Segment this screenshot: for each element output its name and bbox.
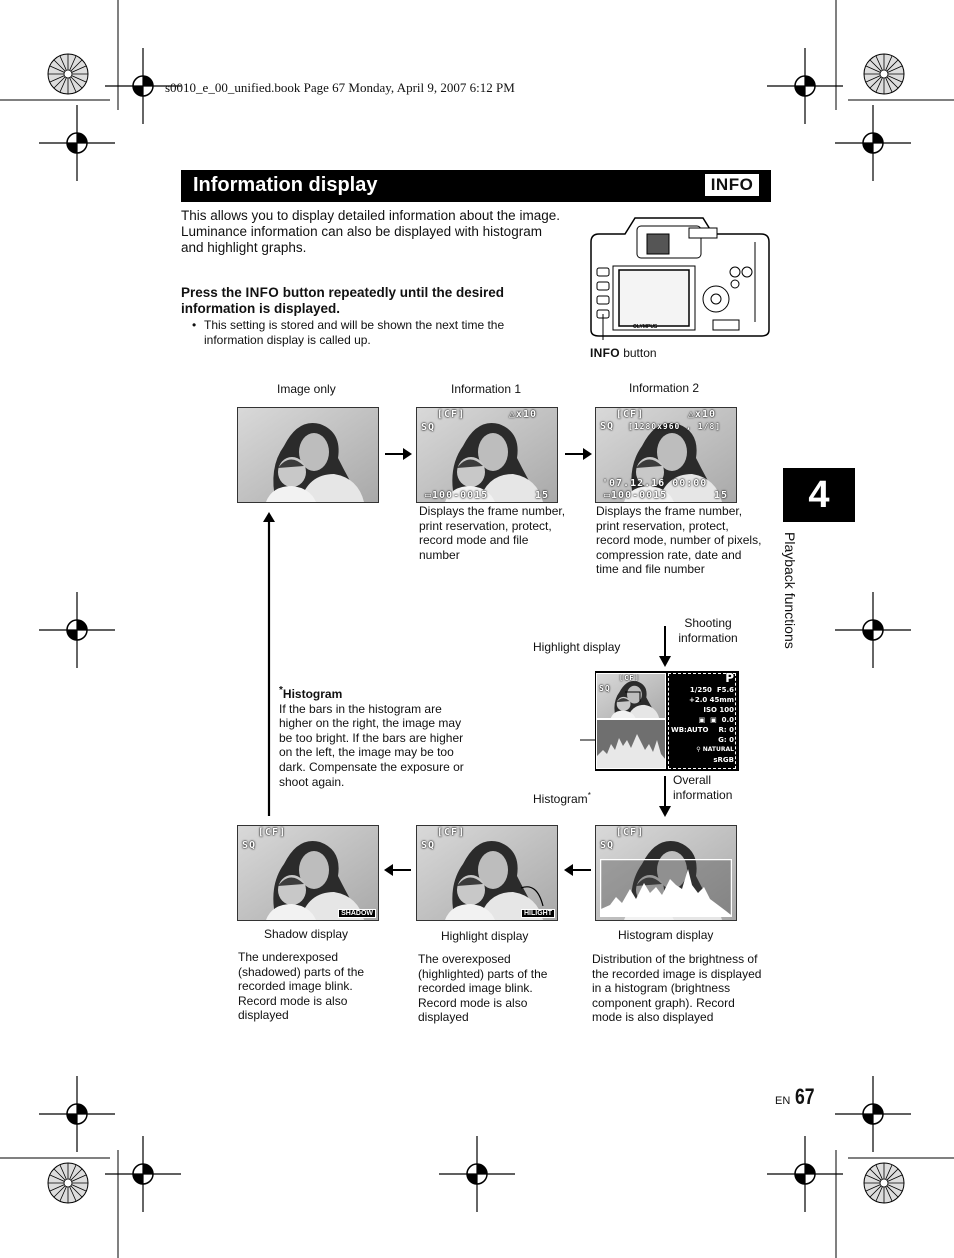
camera-illustration	[585, 212, 775, 340]
label-information-2: Information 2	[629, 381, 700, 395]
caption-highlight-display: The overexposed (highlighted) parts of the recorded image blink. Record mode is also displayed	[418, 952, 548, 1025]
camera-caption: INFO button	[590, 346, 657, 360]
histogram-note-title: *Histogram	[279, 685, 343, 701]
arrow-left-icon	[563, 864, 591, 876]
arrow-right-icon	[385, 448, 413, 460]
label-shooting-information: Shooting information	[678, 616, 738, 645]
histogram-note-text: If the bars in the histogram are higher on the right, the image may be too bright. If the bars are higher on the left, the image may be too dark. Compensate the exposure or shoot again.	[279, 701, 464, 789]
color-space: sRGB	[713, 756, 734, 764]
label-highlight-display: Highlight display	[441, 929, 529, 943]
exposure-focal: +2.0 45mm	[688, 696, 734, 704]
osd-card: [CF]	[437, 827, 466, 838]
screen-information-1	[416, 407, 558, 503]
osd-card: [CF]	[616, 827, 645, 838]
osd-print-count: △x10	[687, 409, 716, 420]
osd-record-mode: SQ	[421, 422, 436, 433]
arrow-up-icon	[262, 512, 276, 816]
iso-value: ISO 100	[703, 706, 734, 714]
label-histogram-callout: Histogram*	[533, 791, 591, 806]
histogram-note	[279, 684, 469, 789]
osd-card: [CF]	[619, 674, 640, 682]
intro-paragraph-2: Luminance information can also be displayed with histogram and highlight graphs.	[181, 224, 542, 255]
intro-paragraph-1: This allows you to display detailed information about the image.	[181, 208, 560, 223]
osd-date-time: '07.12.16 00:00	[602, 478, 708, 489]
label-histogram-display: Histogram display	[618, 928, 714, 942]
shutter-aperture: 1/250 F5.6	[689, 686, 734, 694]
label-shadow-display: Shadow display	[264, 927, 349, 941]
caption-histogram-display: Distribution of the brightness of the recorded image is displayed in a histogram (brightness component graph). Record mode is also displayed	[592, 952, 762, 1025]
info-button-word: INFO	[245, 285, 279, 300]
screen-information-2	[595, 407, 737, 503]
info-button-word-caption: INFO	[590, 346, 620, 360]
caption-shadow-display: The underexposed (shadowed) parts of the recorded image blink. Record mode is also displayed	[238, 950, 365, 1023]
instruction-text: Press the INFO button repeatedly until the desired information is displayed.	[181, 285, 505, 316]
callout-leader-lines	[580, 644, 680, 784]
page-title: Information display	[193, 174, 378, 196]
intro-text	[181, 208, 566, 256]
caption-information-1: Displays the frame number, print reservation, protect, record mode and file number	[419, 504, 566, 562]
osd-frame-number: 15	[534, 490, 549, 501]
osd-file-number: ▭100-0015	[604, 490, 668, 501]
arrow-left-icon	[383, 864, 411, 876]
osd-frame-number: 15	[713, 490, 728, 501]
screen-highlight-display	[416, 825, 558, 921]
arrow-right-icon	[565, 448, 593, 460]
osd-record-mode: SQ	[600, 421, 615, 432]
label-overall-information: Overall information	[673, 773, 733, 802]
chapter-tab: 4	[783, 468, 855, 522]
page-number-value: 67	[794, 1084, 815, 1109]
wb-green: G: 0	[718, 736, 734, 744]
screen-shadow-display	[237, 825, 379, 921]
page-number	[775, 1084, 819, 1110]
info-badge: INFO	[703, 172, 761, 198]
photo-mother-baby	[417, 826, 557, 920]
photo-mother-baby	[238, 826, 378, 920]
photo-mother-baby	[238, 408, 378, 502]
picture-mode: ⚲ NATURAL	[696, 746, 734, 753]
osd-card: [CF]	[258, 827, 287, 838]
bullet-note: • This setting is stored and will be shown the next time the information display is called up.	[192, 318, 505, 347]
flash-compensation: ▣ ▣ 0.0	[698, 716, 734, 724]
label-information-1: Information 1	[451, 382, 522, 396]
caption-information-2: Displays the frame number, print reservation, protect, record mode, number of pixels, compression rate, date and time and file number	[596, 504, 762, 577]
label-image-only: Image only	[277, 382, 336, 396]
osd-card: [CF]	[616, 409, 645, 420]
osd-record-mode: SQ	[242, 840, 257, 851]
page-language: EN	[775, 1095, 791, 1107]
osd-file-number: ▭100-0015	[425, 490, 489, 501]
shadow-tag: SHADOW	[338, 909, 376, 918]
section-title-bar	[181, 170, 771, 202]
file-header-line: s0010_e_00_unified.book Page 67 Monday, April 9, 2007 6:12 PM	[165, 80, 515, 95]
shooting-mode: P	[725, 671, 734, 685]
osd-print-count: △x10	[508, 409, 537, 420]
label-highlight-display-callout: Highlight display	[533, 640, 621, 654]
screen-image-only	[237, 407, 379, 503]
hilight-tag: HILIGHT	[521, 909, 555, 918]
screen-histogram-display	[595, 825, 737, 921]
osd-record-mode: SQ	[421, 840, 436, 851]
osd-record-mode: SQ	[599, 684, 611, 693]
chapter-title-vertical: Playback functions	[782, 532, 798, 649]
histogram-graph	[600, 859, 732, 917]
camera-brand: OLYMPUS	[633, 324, 658, 330]
osd-pixels-compression: [1280x960 , 1/8]	[628, 422, 722, 431]
photo-mother-baby	[417, 408, 557, 502]
wb-red: WB:AUTO R: 0	[671, 726, 734, 734]
osd-card: [CF]	[437, 409, 466, 420]
osd-record-mode: SQ	[600, 840, 615, 851]
